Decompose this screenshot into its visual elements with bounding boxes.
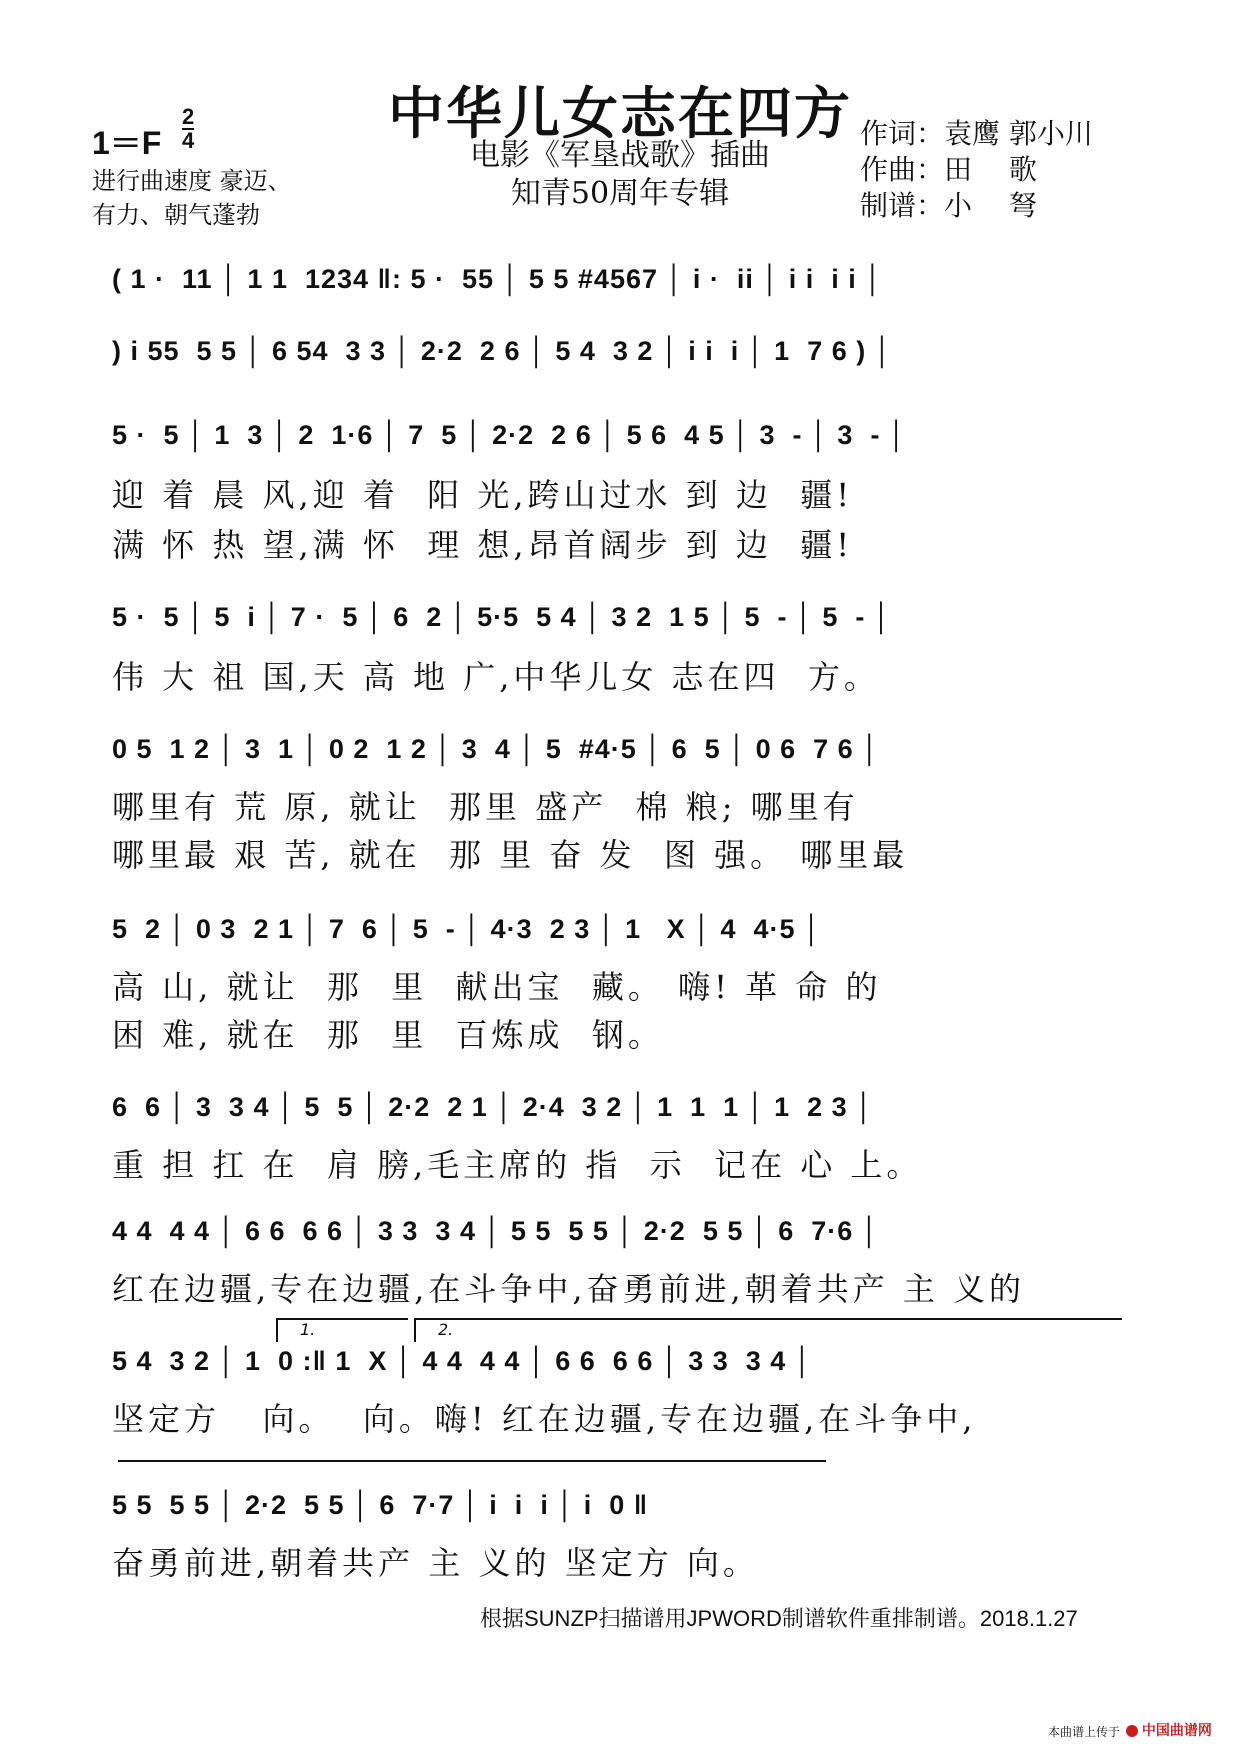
lyric-line-10a: 奋勇前进,朝着共产 主 义的 坚定方 向。 <box>112 1544 759 1582</box>
song-title: 中华儿女志在四方 <box>388 82 852 147</box>
site-name: 中国曲谱网 <box>1141 1722 1212 1738</box>
lyric-line-3b: 满 怀 热 望,满 怀 理 想,昂首阔步 到 边 疆! <box>112 526 854 564</box>
notation-line-8: 4 4 4 4 │ 6 6 6 6 │ 3 3 3 4 │ 5 5 5 5 │ 2·2 5 5 │ 6 7·6 │ <box>112 1216 880 1246</box>
notation-line-9: 5 4 3 2 │ 1 0 :‖ 1 X │ 4 4 4 4 │ 6 6 6 6 │ 3 3 3 4 │ <box>112 1346 813 1376</box>
arranger-credit: 制谱：小 弩 <box>860 189 1037 222</box>
time-signature-top: 2 <box>182 104 195 129</box>
notation-line-5: 0 5 1 2 │ 3 1 │ 0 2 1 2 │ 3 4 │ 5 #4·5 │ 6 5 │ 0 6 7 6 │ <box>112 734 881 764</box>
notation-line-3: 5 · 5 │ 1 3 │ 2 1·6 │ 7 5 │ 2·2 2 6 │ 5 6 4 5 │ 3 - │ 3 - │ <box>112 420 907 450</box>
volta-bracket-1 <box>276 1318 408 1342</box>
lyric-line-9a: 坚定方 向。 向。嗨! 红在边疆,专在边疆,在斗争中, <box>112 1400 977 1438</box>
volta-1-label: 1. <box>300 1320 316 1339</box>
lyric-line-5a: 哪里有 荒 原, 就让 那里 盛产 棉 粮; 哪里有 <box>112 788 859 826</box>
key-signature: 1＝F <box>92 125 162 161</box>
subtitle-album: 知青50周年专辑 <box>510 176 730 211</box>
subtitle-film: 电影《军垦战歌》插曲 <box>470 138 770 173</box>
volta-bracket-2 <box>414 1318 1122 1342</box>
volta-2-label: 2. <box>438 1320 454 1339</box>
tempo-marking <box>92 164 292 232</box>
notation-line-2: ) i 55 5 5 │ 6 54 3 3 │ 2·2 2 6 │ 5 4 3 2 │ i i i │ 1 7 6 ) │ <box>112 336 893 366</box>
site-logo <box>1126 1720 1212 1740</box>
lyric-line-5b: 哪里最 艰 苦, 就在 那 里 奋 发 图 强。 哪里最 <box>112 836 909 874</box>
notation-line-4: 5 · 5 │ 5 i │ 7 · 5 │ 6 2 │ 5·5 5 4 │ 3 2 1 5 │ 5 - │ 5 - │ <box>112 602 892 632</box>
lyric-line-6a: 高 山, 就让 那 里 献出宝 藏。 嗨! 革 命 的 <box>112 968 882 1006</box>
lyric-line-8a: 红在边疆,专在边疆,在斗争中,奋勇前进,朝着共产 主 义的 <box>112 1270 1026 1308</box>
logo-mark-icon <box>1126 1725 1138 1737</box>
notation-line-6: 5 2 │ 0 3 2 1 │ 7 6 │ 5 - │ 4·3 2 3 │ 1 X │ 4 4·5 │ <box>112 914 822 944</box>
lyricist-credit: 作词：袁鹰 郭小川 <box>860 117 1093 150</box>
notation-line-10: 5 5 5 5 │ 2·2 5 5 │ 6 7·7 │ i i i │ i 0 ‖ <box>112 1490 649 1520</box>
lyric-line-7a: 重 担 扛 在 肩 膀,毛主席的 指 示 记在 心 上。 <box>112 1146 923 1184</box>
notation-line-1: ( 1 · 11 │ 1 1 1234 ‖: 5 · 55 │ 5 5 #4567 │ i · ii │ i i i i │ <box>112 264 884 294</box>
lyric-line-4a: 伟 大 祖 国,天 高 地 广,中华儿女 志在四 方。 <box>112 658 880 696</box>
repeat-span-line <box>118 1460 826 1462</box>
tempo-line-1: 进行曲速度 豪迈、 <box>92 167 292 195</box>
tempo-line-2: 有力、朝气蓬勃 <box>92 201 260 229</box>
lyric-line-6b: 困 难, 就在 那 里 百炼成 钢。 <box>112 1016 664 1054</box>
time-signature-bottom: 4 <box>182 128 195 153</box>
time-signature <box>182 106 194 152</box>
lyric-line-3a: 迎 着 晨 风,迎 着 阳 光,跨山过水 到 边 疆! <box>112 476 854 514</box>
uploader-label: 本曲谱上传于 <box>1048 1725 1121 1739</box>
composer-credit: 作曲：田 歌 <box>860 153 1037 186</box>
notation-line-7: 6 6 │ 3 3 4 │ 5 5 │ 2·2 2 1 │ 2·4 3 2 │ 1 1 1 │ 1 2 3 │ <box>112 1092 874 1122</box>
footer-note: 根据SUNZP扫描谱用JPWORD制谱软件重排制谱。2018.1.27 <box>480 1606 1078 1631</box>
